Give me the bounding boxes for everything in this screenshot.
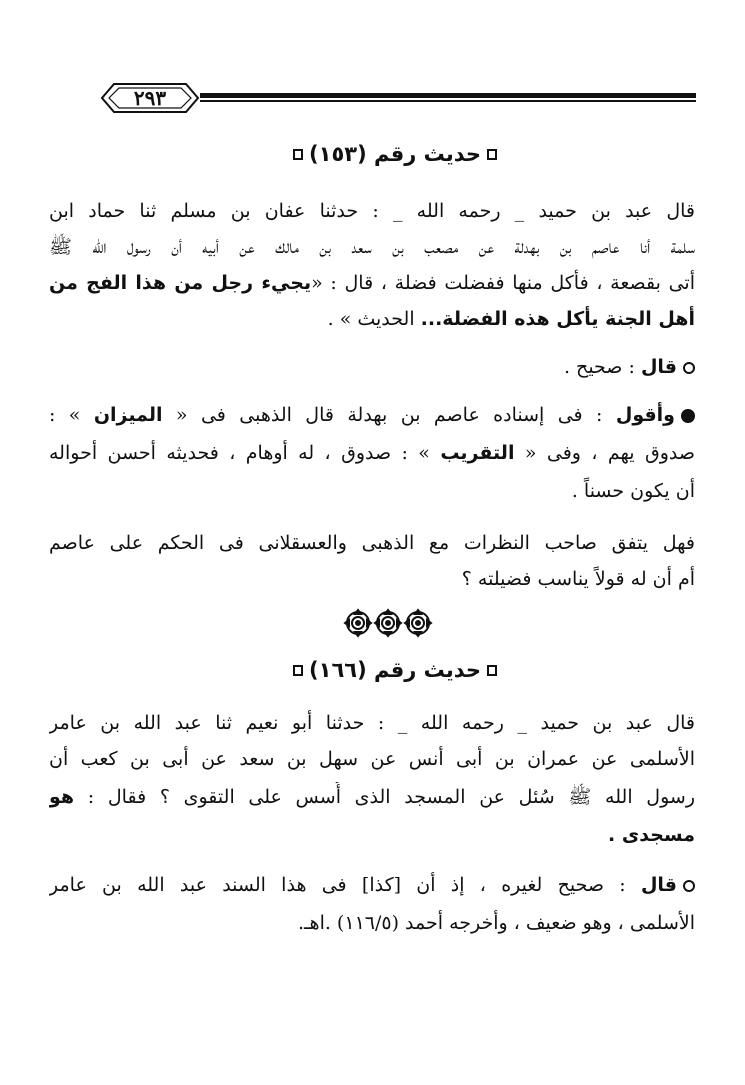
hadith-heading-166 <box>293 658 497 682</box>
text-span: : فى إسناده عاصم بن بهدلة قال الذهبى فى « <box>162 404 616 426</box>
qala-paragraph-2 <box>49 870 695 900</box>
text-span: الحديث » . <box>327 308 421 330</box>
hadith-heading-text: حديث رقم (١٥٣) <box>309 142 481 166</box>
square-bullet-icon <box>293 665 303 676</box>
hadith-quote-bold: يجيء رجل من هذا الفج من <box>49 272 312 294</box>
text-line: سلمة أنا عاصم بن بهدلة عن مصعب بن سعد بن مالك عن أبيه أن رسول الله ﷺ <box>49 236 695 258</box>
open-circle-bullet-icon <box>683 362 695 374</box>
text-line: الأسلمى ، وهو ضعيف ، وأخرجه أحمد (١١٦/٥) .اهـ. <box>297 912 695 934</box>
text-line <box>49 782 695 812</box>
hadith-quote-bold: أهل الجنة يأكل هذه الفضلة... <box>420 308 695 330</box>
square-bullet-icon <box>293 149 303 160</box>
header-rule <box>200 91 696 103</box>
qala-text: : صحيح . <box>563 356 641 378</box>
hadith-heading-153 <box>293 142 497 166</box>
qala-label: قال <box>640 874 677 896</box>
text-span: صدوق يهم ، وفى « <box>514 442 695 464</box>
text-span: » : <box>49 404 94 426</box>
flower-ornament-icon <box>342 608 434 638</box>
hadith-quote-bold: مسجدى . <box>607 824 695 846</box>
solid-circle-bullet-icon <box>681 409 695 423</box>
page-number: ٢٩٣ <box>133 86 167 110</box>
mizan-title: الميزان <box>93 404 163 426</box>
question-line-1: فهل يتفق صاحب النظرات مع الذهبى والعسقلانى فى الحكم على عاصم <box>49 532 695 554</box>
qala-paragraph <box>49 352 695 382</box>
text-line <box>49 304 695 334</box>
text-span: أتى بقصعة ، فأكل منها ففضلت فضلة ، قال : « <box>311 272 695 294</box>
text-span: » : صدوق ، له أوهام ، فحديثه أحسن أحواله <box>49 442 441 464</box>
text-line: قال عبد بن حميد _ رحمه الله _ : حدثنا عفان بن مسلم ثنا حماد ابن <box>49 200 695 222</box>
hadith-quote-bold: هو <box>49 786 75 808</box>
text-span: رسول الله ﷺ سُئل عن المسجد الذى أُسس على التقوى ؟ فقال : <box>74 786 695 808</box>
page-header <box>100 78 696 118</box>
text-line: قال عبد بن حميد _ رحمه الله _ : حدثنا أبو نعيم ثنا عبد الله بن عامر <box>49 712 695 734</box>
qala-label: قال <box>640 356 677 378</box>
aqool-line-2 <box>49 438 695 468</box>
aqool-line-3: أن يكون حسناً . <box>571 480 695 502</box>
text-line <box>49 268 695 298</box>
text-line: الأسلمى عن عمران بن أبى أنس عن سهل بن سعد عن أبى بن كعب أن <box>49 748 695 770</box>
aqool-line-1 <box>49 400 695 430</box>
question-line-2: أم أن له قولاً يناسب فضيلته ؟ <box>461 568 695 590</box>
open-circle-bullet-icon <box>683 880 695 892</box>
taqrib-title: التقريب <box>440 442 515 464</box>
page-number-frame <box>100 78 200 118</box>
aqool-label: وأقول <box>615 404 675 426</box>
square-bullet-icon <box>487 665 497 676</box>
square-bullet-icon <box>487 149 497 160</box>
text-span: : صحيح لغيره ، إذ أن [كذا] فى هذا السند عبد الله بن عامر <box>49 874 641 896</box>
hadith-heading-text: حديث رقم (١٦٦) <box>309 658 481 682</box>
